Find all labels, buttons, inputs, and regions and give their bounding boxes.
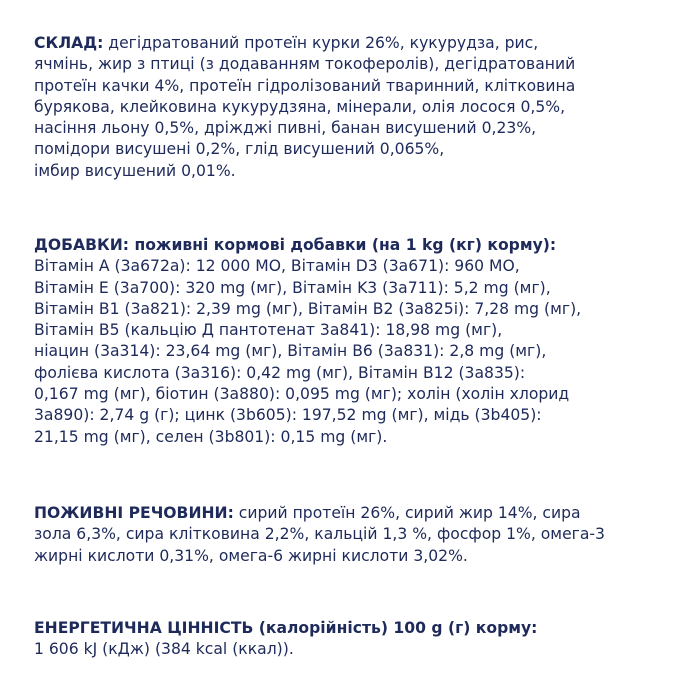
composition-text: бурякова, клейковина кукурудзяна, мінерали, олія лосося 0,5%, [34, 97, 566, 116]
nutrients-line-1 [34, 503, 674, 524]
energy-heading: ЕНЕРГЕТИЧНА ЦІННІСТЬ (калорійність) 100 g (г) корму: [34, 619, 538, 637]
composition-text: ячмінь, жир з птиці (з додаванням токоферолів), дегідратований [34, 55, 576, 74]
nutrients-text: сирий протеїн 26%, сирий жир 14%, сира [233, 504, 581, 522]
composition-heading: СКЛАД: [34, 34, 104, 52]
composition-line-1 [34, 33, 674, 54]
energy-section [34, 618, 674, 661]
additives-text: ніацин (3a314): 23,64 mg (мг), Вітамін B6 (3a831): 2,8 mg (мг), [34, 342, 547, 361]
nutrients-text: зола 6,3%, сира клітковина 2,2%, кальцій 1,3 %, фосфор 1%, омега-3 [34, 525, 605, 544]
nutrients-text: жирні кислоти 0,31%, омега-6 жирні кислоти 3,02%. [34, 546, 468, 565]
composition-text: імбир висушений 0,01%. [34, 161, 236, 180]
additives-text: фолієва кислота (3a316): 0,42 mg (мг), Вітамін B12 (3a835): [34, 363, 526, 382]
nutrients-section [34, 503, 674, 567]
additives-section [34, 235, 674, 448]
composition-text: помідори висушені 0,2%, глід висушений 0,065%, [34, 140, 445, 159]
additives-text: 21,15 mg (мг), селен (3b801): 0,15 mg (мг). [34, 427, 388, 446]
composition-text: протеїн качки 4%, протеїн гідролізований тваринний, клітковина [34, 76, 576, 95]
additives-heading: ДОБАВКИ: поживні кормові добавки (на 1 kg (кг) корму): [34, 236, 557, 254]
additives-text: Вітамін B1 (3a821): 2,39 mg (мг), Вітамін B2 (3a825i): 7,28 mg (мг), [34, 299, 582, 318]
additives-text: 3a890): 2,74 g (г); цинк (3b605): 197,52 mg (мг), мідь (3b405): [34, 406, 542, 425]
composition-section [34, 33, 674, 182]
additives-text: Вітамін E (3a700): 320 mg (мг), Вітамін K3 (3a711): 5,2 mg (мг), [34, 278, 551, 297]
energy-text: 1 606 kJ (кДж) (384 kcal (ккал)). [34, 640, 294, 659]
additives-text: Вітамін A (3a672a): 12 000 MO, Вітамін D3 (3a671): 960 MO, [34, 257, 520, 276]
additives-text: 0,167 mg (мг), біотин (3a880): 0,095 mg (мг); холін (холін хлорид [34, 385, 570, 404]
composition-text: насіння льону 0,5%, дріжджі пивні, банан висушений 0,23%, [34, 119, 537, 138]
nutrients-heading: ПОЖИВНІ РЕЧОВИНИ: [34, 504, 234, 522]
additives-text: Вітамін B5 (кальцію Д пантотенат 3a841): 18,98 mg (мг), [34, 321, 503, 340]
composition-text: дегідратований протеїн курки 26%, кукурудза, рис, [103, 34, 539, 52]
